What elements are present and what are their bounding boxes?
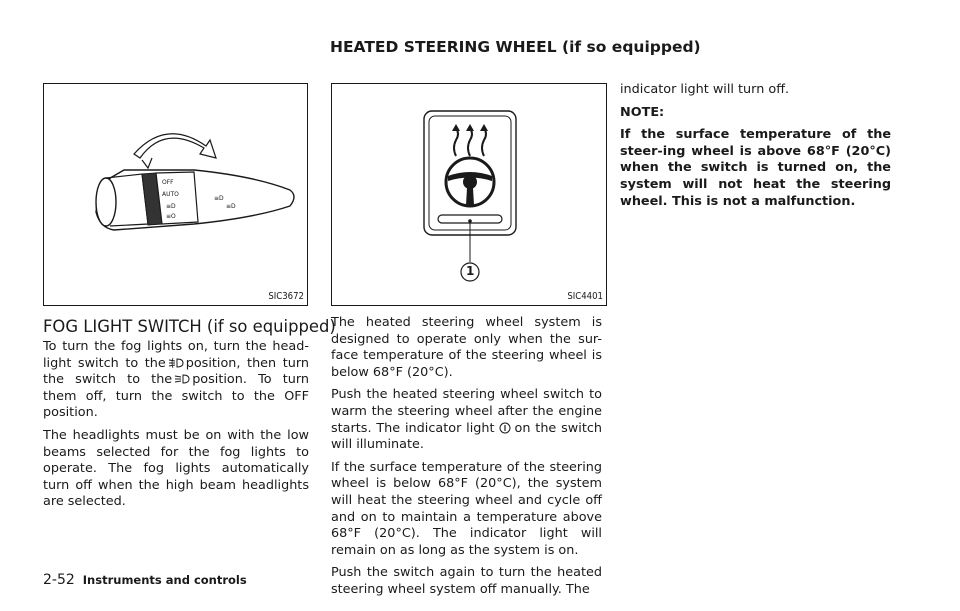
page-footer bbox=[43, 569, 247, 588]
svg-text:OFF: OFF bbox=[162, 179, 174, 186]
fog-light-text bbox=[43, 339, 309, 511]
chapter-title: Instruments and controls bbox=[82, 573, 247, 587]
heated-wheel-paragraph-3: If the surface temperature of the steering wheel is below 68°F (20°C), the system will heat the steering wheel and cycle off and on to maintain a temperature above 68°F (20°C). The indicator light will remain on as long as the system is on. bbox=[331, 459, 602, 558]
heated-wheel-paragraph-2: Push the heated steering wheel switch to warm the steering wheel after the engine starts. The indicator light on the switch will illuminate. bbox=[331, 387, 602, 453]
indicator-callout-icon bbox=[497, 422, 513, 434]
heated-wheel-paragraph-4-continued: indicator light will turn off. bbox=[620, 82, 790, 97]
figure-caption: SIC4401 bbox=[567, 291, 603, 302]
figure-caption: SIC3672 bbox=[268, 291, 304, 302]
heated-wheel-paragraph-1: The heated steering wheel system is designed to operate only when the sur-face temperature of the steering wheel is below 68°F (20°C). bbox=[331, 315, 602, 380]
fog-light-icon bbox=[168, 357, 184, 369]
svg-text:≡D: ≡D bbox=[214, 195, 224, 202]
fog-light-section-title: FOG LIGHT SWITCH (if so equipped) bbox=[43, 317, 336, 336]
fog-light-stalk-illustration bbox=[44, 84, 309, 307]
callout-number: 1 bbox=[466, 264, 475, 278]
note-text: If the surface temperature of the steer-ing wheel is above 68°F (20°C) when the switch is turned on, the system will not heat the steering wheel. This is not a malfunction. bbox=[620, 127, 891, 209]
fog-light-paragraph-2: The headlights must be on with the low beams selected for the fog lights to operate. The fog lights automatically turn off when the high beam headlights are selected. bbox=[43, 427, 309, 510]
page-number: 2-52 bbox=[43, 572, 75, 588]
heated-wheel-paragraph-4: Push the switch again to turn the heated steering wheel system off manually. The bbox=[331, 565, 602, 597]
fog-light-icon bbox=[174, 373, 190, 385]
fog-light-paragraph-1: To turn the fog lights on, turn the head-light switch to the position, then turn the switch to the position. To turn them off, turn the switch to the OFF position. bbox=[43, 339, 310, 421]
heated-wheel-text bbox=[331, 315, 602, 599]
note-label: NOTE: bbox=[620, 104, 665, 120]
heated-wheel-text-continued bbox=[620, 82, 891, 210]
svg-text:≡D: ≡D bbox=[226, 203, 236, 210]
heated-steering-figure bbox=[331, 83, 607, 306]
fog-light-figure bbox=[43, 83, 308, 306]
svg-text:≡O: ≡O bbox=[166, 213, 176, 220]
svg-text:AUTO: AUTO bbox=[162, 191, 179, 198]
svg-text:≡D: ≡D bbox=[166, 203, 176, 210]
page-header-title: HEATED STEERING WHEEL (if so equipped) bbox=[330, 38, 701, 56]
